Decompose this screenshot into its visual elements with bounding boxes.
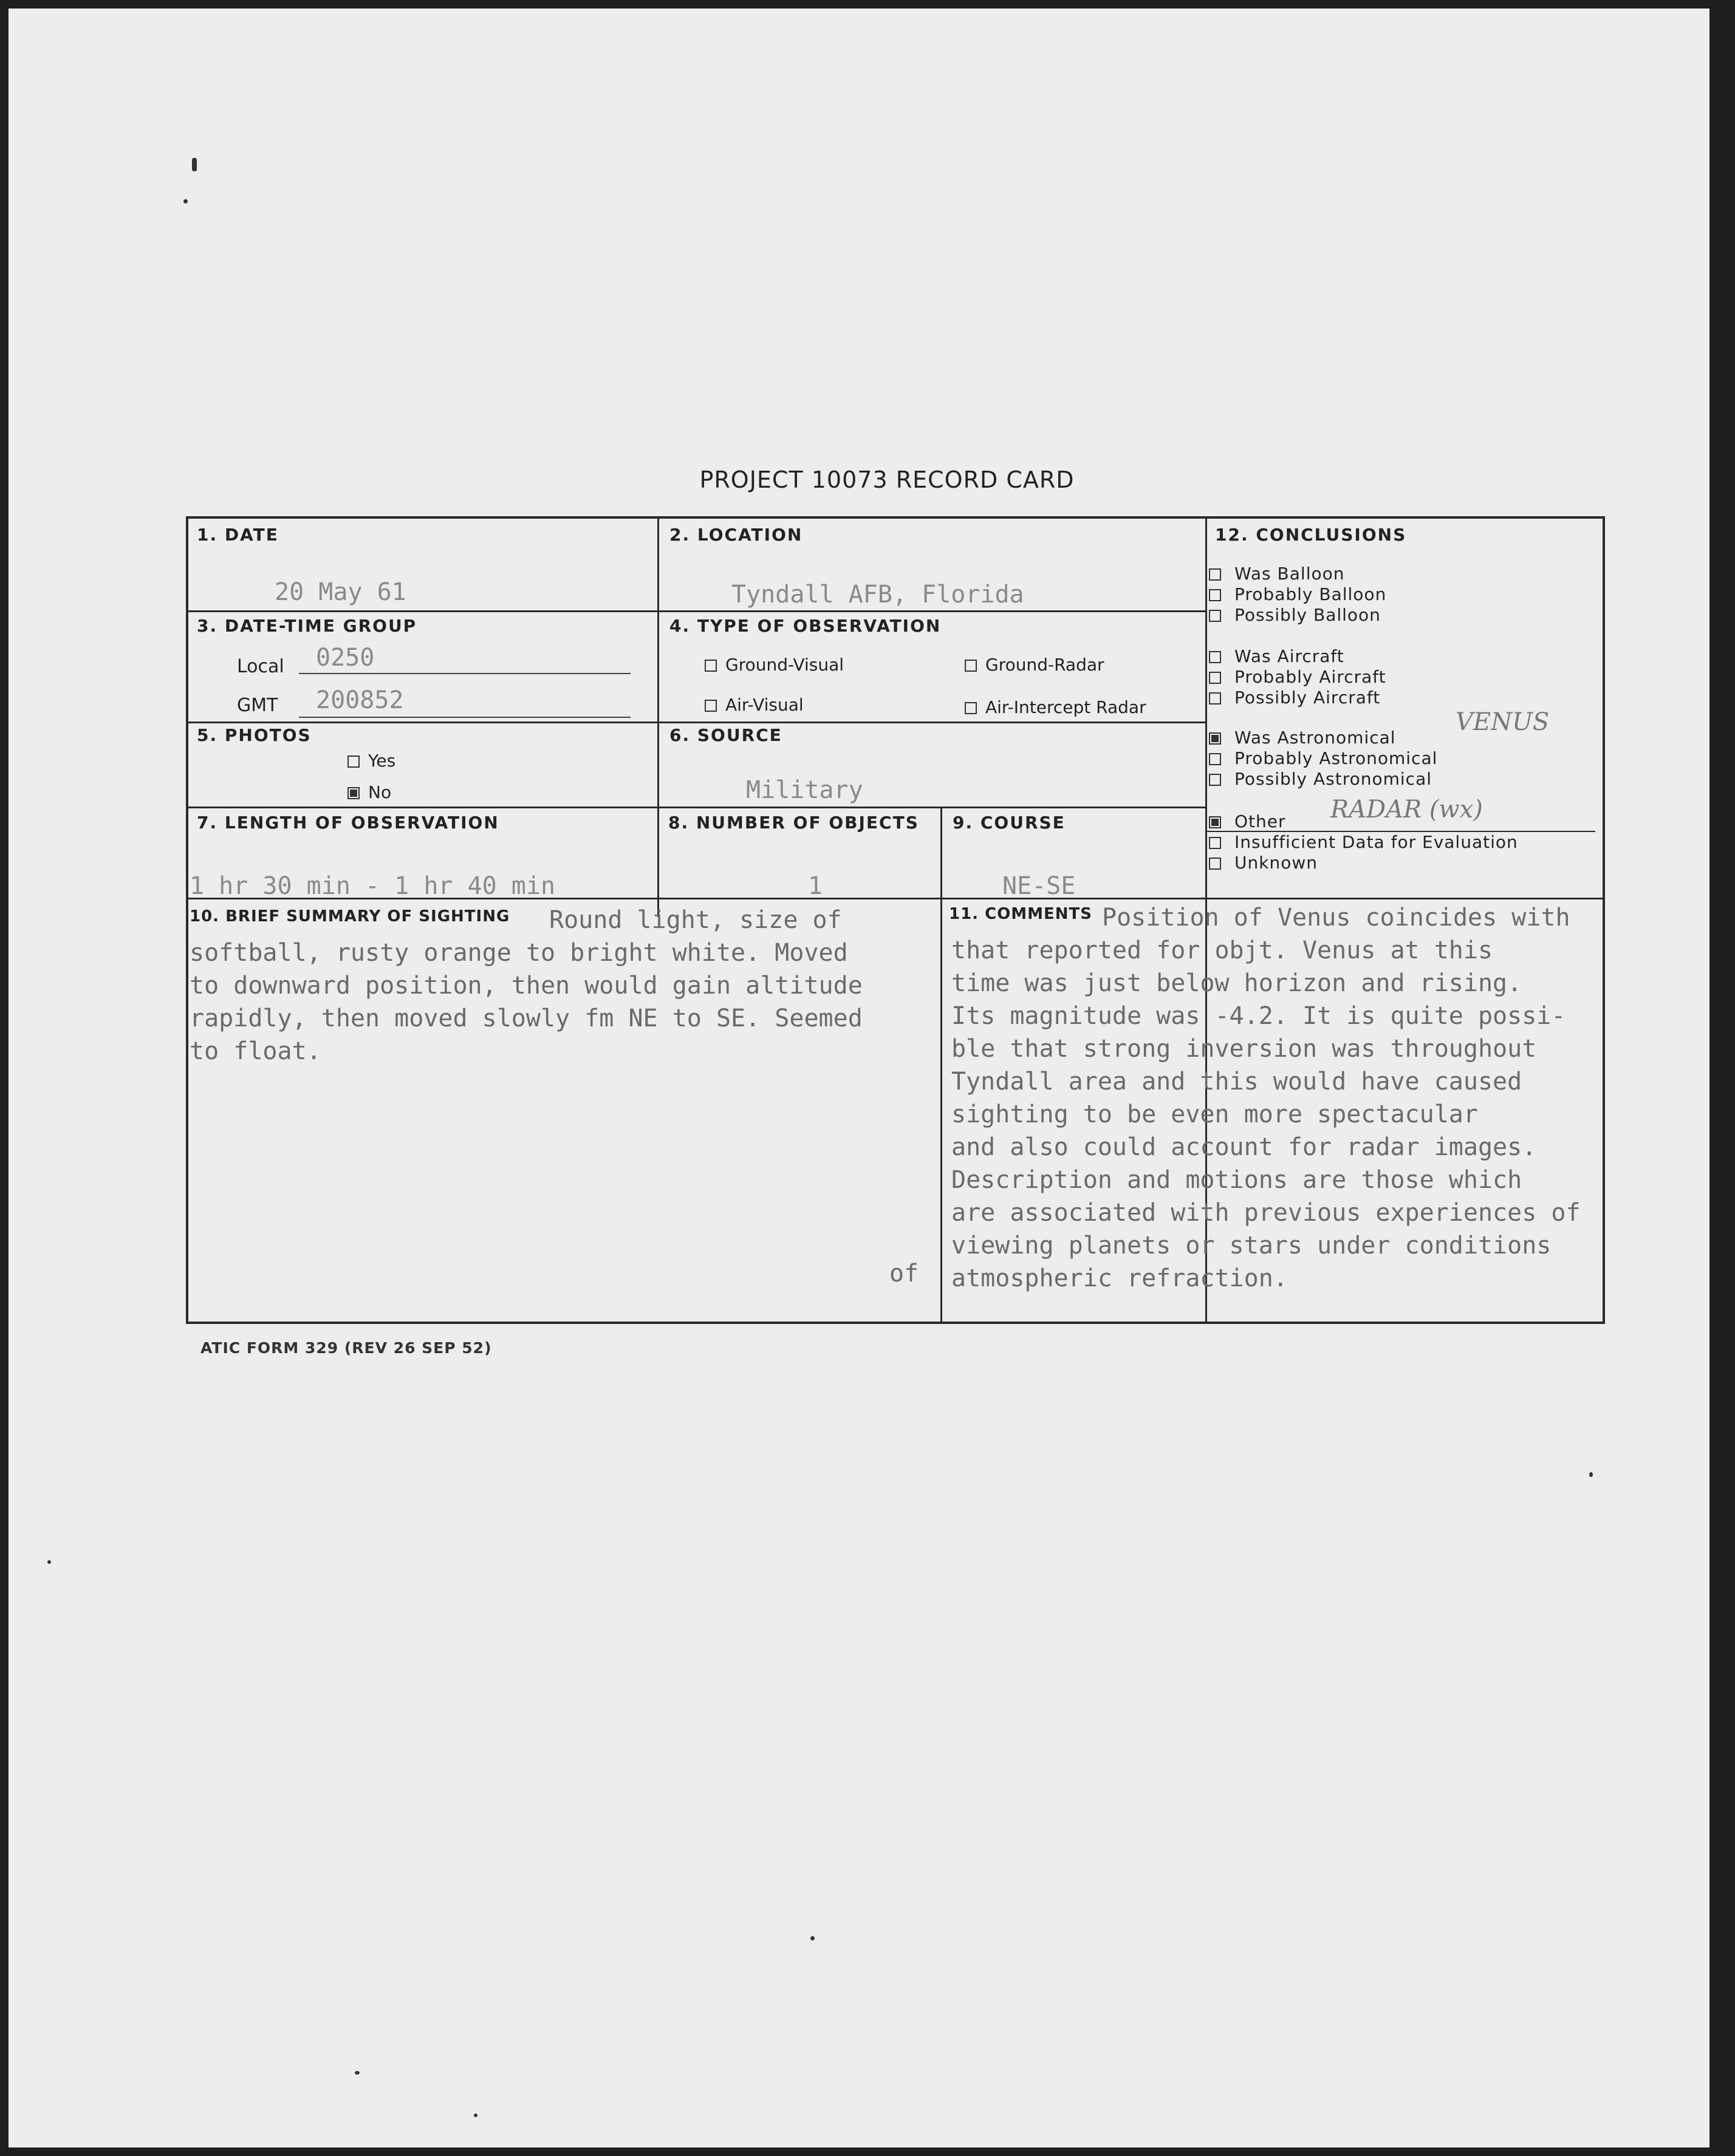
dust-mark bbox=[810, 1936, 815, 1940]
comments-label: 11. COMMENTS bbox=[949, 905, 1093, 923]
conclusion-probably-balloon[interactable] bbox=[1209, 584, 1386, 604]
checkbox-icon bbox=[705, 700, 717, 712]
summary-label: 10. BRIEF SUMMARY OF SIGHTING bbox=[190, 907, 510, 926]
comments-line: viewing planets or stars under conditions bbox=[951, 1232, 1552, 1260]
checkbox-icon bbox=[965, 660, 977, 672]
location-label: 2. LOCATION bbox=[669, 525, 803, 545]
gmt-underline bbox=[299, 717, 631, 718]
observation-label: 4. TYPE OF OBSERVATION bbox=[669, 616, 942, 636]
checkbox-icon bbox=[705, 660, 717, 672]
conclusion-text: Was Balloon bbox=[1234, 564, 1345, 584]
grid-line bbox=[186, 807, 1206, 808]
ground-visual-text: Ground-Visual bbox=[725, 655, 844, 675]
local-value: 0250 bbox=[316, 644, 375, 672]
conclusion-text: Was Astronomical bbox=[1234, 728, 1396, 748]
conclusion-text: Other bbox=[1234, 811, 1286, 831]
conclusion-was-aircraft[interactable] bbox=[1209, 646, 1344, 666]
grid-line bbox=[657, 516, 659, 917]
conclusion-text: Probably Balloon bbox=[1234, 584, 1387, 604]
photos-no-option[interactable] bbox=[347, 782, 391, 802]
summary-line: softball, rusty orange to bright white. Moved bbox=[190, 939, 848, 967]
form-footer: ATIC FORM 329 (REV 26 SEP 52) bbox=[200, 1339, 492, 1357]
conclusion-text: Unknown bbox=[1234, 853, 1318, 873]
photos-no-text: No bbox=[368, 782, 392, 802]
local-underline bbox=[299, 673, 631, 674]
conclusion-text: Insufficient Data for Evaluation bbox=[1234, 832, 1518, 852]
conclusion-unknown[interactable] bbox=[1209, 853, 1318, 873]
dust-mark bbox=[192, 158, 197, 171]
conclusion-text: Probably Astronomical bbox=[1234, 748, 1438, 768]
comments-line: and also could account for radar images. bbox=[951, 1133, 1537, 1161]
checked-box-icon bbox=[1209, 816, 1221, 828]
checkbox-icon bbox=[1209, 692, 1221, 704]
conclusion-possibly-balloon[interactable] bbox=[1209, 605, 1381, 625]
checkbox-icon bbox=[1209, 753, 1221, 765]
source-label: 6. SOURCE bbox=[669, 725, 782, 745]
card-title: PROJECT 10073 RECORD CARD bbox=[699, 466, 1075, 493]
dtg-label: 3. DATE-TIME GROUP bbox=[197, 616, 417, 636]
checkbox-icon bbox=[1209, 589, 1221, 601]
conclusions-label: 12. CONCLUSIONS bbox=[1215, 525, 1407, 545]
summary-line: to downward position, then would gain altitude bbox=[190, 972, 863, 1000]
number-label: 8. NUMBER OF OBJECTS bbox=[668, 813, 919, 833]
comments-line: that reported for objt. Venus at this bbox=[951, 936, 1493, 964]
conclusion-was-balloon[interactable] bbox=[1209, 564, 1344, 584]
checkbox-icon bbox=[1209, 837, 1221, 849]
conclusion-text: Possibly Astronomical bbox=[1234, 769, 1432, 789]
local-label: Local bbox=[237, 656, 284, 677]
comments-line: ble that strong inversion was throughout bbox=[951, 1035, 1537, 1063]
comments-line: Its magnitude was -4.2. It is quite possi- bbox=[951, 1002, 1566, 1030]
conclusion-text: Possibly Balloon bbox=[1234, 605, 1381, 625]
conclusion-was-astronomical[interactable] bbox=[1209, 728, 1396, 748]
dust-mark bbox=[183, 199, 188, 203]
location-value: Tyndall AFB, Florida bbox=[731, 581, 1024, 609]
checkbox-icon bbox=[1209, 672, 1221, 684]
course-label: 9. COURSE bbox=[953, 813, 1066, 833]
conclusion-probably-aircraft[interactable] bbox=[1209, 667, 1386, 687]
checkbox-icon bbox=[1209, 568, 1221, 581]
summary-line: rapidly, then moved slowly fm NE to SE. Seemed bbox=[190, 1005, 863, 1032]
comments-line: time was just below horizon and rising. bbox=[951, 969, 1522, 997]
checked-box-icon bbox=[1209, 732, 1221, 745]
venus-handwritten-note: VENUS bbox=[1456, 708, 1550, 736]
conclusion-text: Probably Aircraft bbox=[1234, 667, 1386, 687]
gmt-value: 200852 bbox=[316, 686, 404, 714]
date-value: 20 May 61 bbox=[275, 578, 406, 606]
air-visual-text: Air-Visual bbox=[725, 695, 804, 715]
checkbox-icon bbox=[1209, 858, 1221, 870]
air-intercept-text: Air-Intercept Radar bbox=[985, 697, 1146, 717]
comments-line: sighting to be even more spectacular bbox=[951, 1100, 1478, 1128]
source-value: Military bbox=[746, 776, 863, 804]
conclusion-text: Was Aircraft bbox=[1234, 646, 1344, 666]
air-intercept-option[interactable] bbox=[965, 697, 1146, 717]
photos-yes-text: Yes bbox=[368, 751, 396, 771]
checkbox-icon bbox=[1209, 651, 1221, 663]
summary-of-text: of bbox=[889, 1260, 919, 1288]
grid-line bbox=[186, 722, 1206, 723]
comments-line: Position of Venus coincides with bbox=[1102, 904, 1570, 932]
conclusion-possibly-aircraft[interactable] bbox=[1209, 687, 1380, 708]
dust-mark bbox=[355, 2071, 360, 2075]
checked-box-icon bbox=[347, 787, 360, 799]
ground-radar-text: Ground-Radar bbox=[985, 655, 1104, 675]
checkbox-icon bbox=[1209, 774, 1221, 786]
comments-line: atmospheric refraction. bbox=[951, 1264, 1288, 1292]
comments-line: Description and motions are those which bbox=[951, 1166, 1522, 1194]
comments-line: Tyndall area and this would have caused bbox=[951, 1068, 1522, 1096]
conclusion-possibly-astronomical[interactable] bbox=[1209, 769, 1432, 789]
ground-visual-option[interactable] bbox=[705, 655, 844, 675]
dust-mark bbox=[474, 2113, 477, 2117]
conclusion-probably-astronomical[interactable] bbox=[1209, 748, 1437, 768]
ground-radar-option[interactable] bbox=[965, 655, 1104, 675]
date-label: 1. DATE bbox=[197, 525, 279, 545]
comments-line: are associated with previous experiences of bbox=[951, 1199, 1581, 1227]
photos-label: 5. PHOTOS bbox=[197, 725, 312, 745]
length-value: 1 hr 30 min - 1 hr 40 min bbox=[190, 872, 556, 900]
number-value: 1 bbox=[808, 872, 823, 900]
conclusion-insufficient-data[interactable] bbox=[1209, 832, 1518, 852]
grid-line bbox=[940, 808, 942, 1324]
summary-line: Round light, size of bbox=[549, 906, 842, 934]
course-value: NE-SE bbox=[1002, 872, 1076, 900]
length-label: 7. LENGTH OF OBSERVATION bbox=[197, 813, 499, 833]
dust-mark bbox=[47, 1560, 51, 1564]
checkbox-icon bbox=[965, 702, 977, 714]
grid-line bbox=[186, 610, 1206, 612]
summary-line: to float. bbox=[190, 1037, 321, 1065]
radar-handwritten-note: RADAR (wx) bbox=[1330, 796, 1483, 824]
photos-yes-option[interactable] bbox=[347, 751, 395, 771]
checkbox-icon bbox=[347, 756, 360, 768]
gmt-label: GMT bbox=[237, 695, 278, 716]
conclusion-text: Possibly Aircraft bbox=[1234, 687, 1381, 708]
dust-mark bbox=[1589, 1472, 1593, 1477]
conclusion-other[interactable] bbox=[1209, 811, 1286, 831]
checkbox-icon bbox=[1209, 610, 1221, 622]
air-visual-option[interactable] bbox=[705, 695, 804, 715]
